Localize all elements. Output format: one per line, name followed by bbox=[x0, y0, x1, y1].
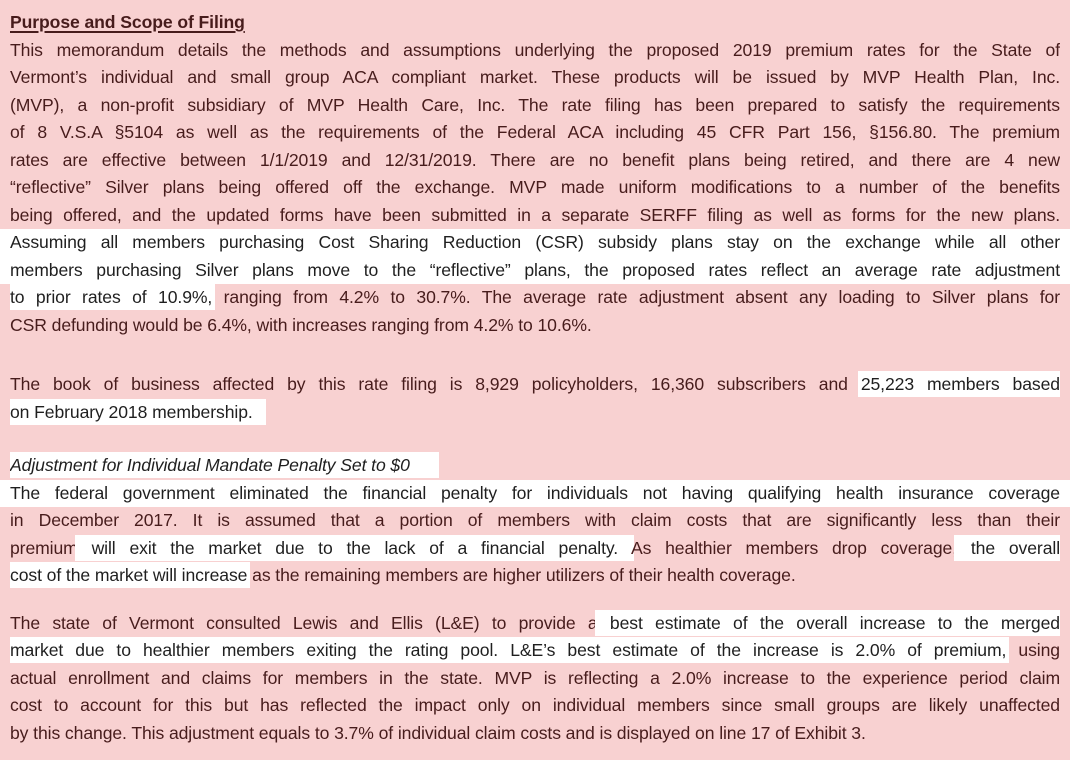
text-line bbox=[10, 174, 1060, 202]
text-segment: using bbox=[1006, 640, 1060, 660]
text-segment: in December 2017. It is assumed that a portion of members with claim costs that are significantly less than their bbox=[10, 510, 1060, 530]
text-line bbox=[10, 535, 1060, 563]
text-segment: (MVP), a non-profit subsidiary of MVP Health Care, Inc. The rate filing has been prepared to satisfy the requirements bbox=[10, 94, 1060, 115]
text-segment: actual enrollment and claims for members in the state. MVP is reflecting a 2.0% increase to the experience period claim bbox=[10, 667, 1060, 688]
text-segment: This memorandum details the methods and assumptions underlying the proposed 2019 premium rates for the State of bbox=[10, 39, 1060, 60]
text-segment: CSR defunding would be 6.4%, with increases ranging from 4.2% to 10.6%. bbox=[10, 314, 592, 335]
section-heading-purpose bbox=[10, 9, 1060, 37]
text-segment: Purpose and Scope of Filing bbox=[10, 12, 245, 32]
text-line bbox=[10, 312, 1060, 340]
text-line bbox=[10, 507, 1060, 535]
text-line bbox=[10, 399, 1060, 427]
text-line bbox=[10, 692, 1060, 720]
text-segment: of 8 V.S.A §5104 as well as the requirements of the Federal ACA including 45 CFR Part 156, §156.80. The premium bbox=[10, 122, 1060, 142]
text-segment: “reflective” Silver plans being offered off the exchange. MVP made uniform modifications to a number of the benefits bbox=[10, 177, 1060, 197]
text-line bbox=[0, 257, 1070, 285]
highlighted-text-segment: to prior rates of 10.9%, bbox=[10, 287, 212, 307]
text-segment: by this change. This adjustment equals to 3.7% of individual claim costs and is displayed on line 17 of Exhibit 3. bbox=[10, 722, 866, 743]
text-line bbox=[0, 229, 1070, 257]
highlighted-text-segment: market due to healthier members exiting the rating pool. L&E’s best estimate of the increase is 2.0% of premium, bbox=[10, 640, 1006, 660]
text-segment: as the remaining members are higher utilizers of their health coverage. bbox=[247, 565, 796, 585]
text-line bbox=[10, 284, 1060, 312]
text-line bbox=[10, 610, 1060, 638]
text-segment: As healthier members drop coverage, bbox=[630, 537, 958, 558]
para-mandate-penalty bbox=[10, 480, 1060, 590]
text-line bbox=[10, 202, 1060, 230]
text-line bbox=[10, 637, 1060, 665]
highlighted-text-segment: will exit the market due to the lack of a financial penalty. bbox=[77, 537, 631, 558]
text-line bbox=[10, 119, 1060, 147]
highlighted-text-segment: members purchasing Silver plans move to the “reflective” plans, the proposed rates reflect an average rate adjustment bbox=[10, 259, 1060, 280]
text-line bbox=[10, 147, 1060, 175]
text-segment: rates are effective between 1/1/2019 and 12/31/2019. There are no benefit plans being retired, and there are 4 new bbox=[10, 149, 1060, 170]
highlighted-text-segment: cost of the market will increase bbox=[10, 565, 247, 585]
text-segment: The book of business affected by this rate filing is 8,929 policyholders, 16,360 subscribers and bbox=[10, 374, 861, 394]
para-lewis-ellis-estimate bbox=[10, 610, 1060, 748]
highlighted-text-segment: the overall bbox=[957, 538, 1060, 558]
heading-individual-mandate bbox=[10, 452, 1060, 480]
highlighted-text-segment: The federal government eliminated the financial penalty for individuals not having qualifying health insurance coverage bbox=[10, 482, 1060, 503]
highlighted-text-segment: 25,223 members based bbox=[861, 374, 1060, 394]
text-line bbox=[10, 720, 1060, 748]
text-line bbox=[10, 665, 1060, 693]
text-segment: cost to account for this but has reflected the impact only on individual members since small groups are likely unaffected bbox=[10, 695, 1060, 715]
text-line bbox=[0, 480, 1070, 508]
text-segment: being offered, and the updated forms have been submitted in a separate SERFF filing as well as forms for the new plans. bbox=[10, 204, 1060, 225]
text-line bbox=[10, 92, 1060, 120]
text-segment: Vermont’s individual and small group ACA compliant market. These products will be issued by MVP Health Plan, Inc. bbox=[10, 67, 1060, 87]
text-segment: premium bbox=[10, 537, 78, 558]
text-line bbox=[10, 371, 1060, 399]
text-line bbox=[10, 562, 1060, 590]
text-line bbox=[10, 64, 1060, 92]
para-book-of-business bbox=[10, 371, 1060, 426]
highlighted-text-segment: on February 2018 membership. bbox=[10, 402, 263, 422]
text-line bbox=[10, 452, 1060, 480]
text-line bbox=[10, 9, 1060, 37]
text-line bbox=[10, 37, 1060, 65]
highlighted-text-segment: Adjustment for Individual Mandate Penalty Set to $0 bbox=[10, 455, 436, 475]
text-segment: The state of Vermont consulted Lewis and Ellis (L&E) to provide a bbox=[10, 612, 598, 633]
text-segment: ranging from 4.2% to 30.7%. The average rate adjustment absent any loading to Silver plans for bbox=[212, 287, 1060, 307]
para-purpose-scope bbox=[10, 37, 1060, 340]
highlighted-text-segment: best estimate of the overall increase to the merged bbox=[598, 613, 1060, 633]
highlighted-text-segment: Assuming all members purchasing Cost Sharing Reduction (CSR) subsidy plans stay on the exchange while all other bbox=[10, 232, 1060, 252]
